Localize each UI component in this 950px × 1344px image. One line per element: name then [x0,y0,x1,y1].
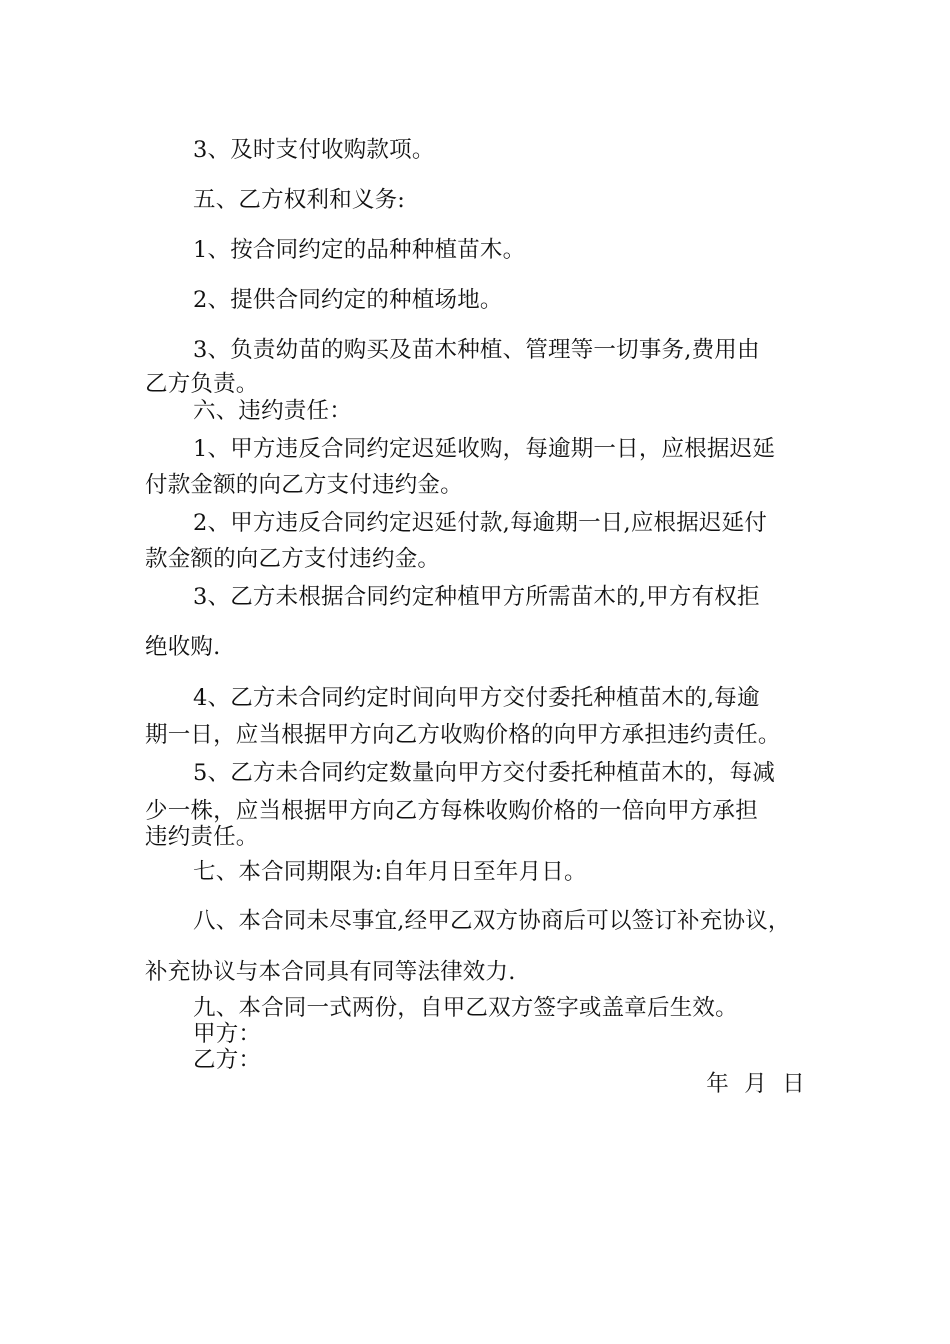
party-a-signature-label: 甲方： [193,1021,262,1047]
clause-c-3-line-1: 3、乙方未根据合同约定种植甲方所需苗木的,甲方有权拒 [193,584,760,610]
clause-c-5-line-1: 5、乙方未合同约定数量向甲方交付委托种植苗木的，每减 [193,760,776,786]
party-b-signature-label: 乙方： [193,1047,262,1073]
clause-c-2-line-2: 款金额的向乙方支付违约金。 [145,546,441,572]
section-8-line-1: 八、本合同未尽事宜,经甲乙双方协商后可以签订补充协议， [193,908,791,934]
clause-b-3-line-1: 3、负责幼苗的购买及苗木种植、管理等一切事务,费用由 [193,337,760,363]
section-9: 九、本合同一式两份，自甲乙双方签字或盖章后生效。 [193,995,738,1021]
section-5-heading: 五、乙方权利和义务: [193,187,406,213]
clause-c-2-line-1: 2、甲方违反合同约定迟延付款,每逾期一日,应根据迟延付 [193,510,768,536]
clause-b-2: 2、提供合同约定的种植场地。 [193,287,503,313]
clause-b-1: 1、按合同约定的品种种植苗木。 [193,237,526,263]
section-6-heading: 六、违约责任： [193,398,352,424]
section-7: 七、本合同期限为:自年月日至年月日。 [193,859,587,885]
clause-c-4-line-2: 期一日，应当根据甲方向乙方收购价格的向甲方承担违约责任。 [145,722,781,748]
clause-c-5-line-2: 少一株，应当根据甲方向乙方每株收购价格的一倍向甲方承担 [145,798,758,824]
clause-c-3-line-2: 绝收购. [145,634,221,660]
clause-c-1-line-1: 1、甲方违反合同约定迟延收购，每逾期一日，应根据迟延 [193,436,776,462]
clause-c-4-line-1: 4、乙方未合同约定时间向甲方交付委托种植苗木的,每逾 [193,685,760,711]
section-8-line-2: 补充协议与本合同具有同等法律效力. [145,959,516,985]
clause-c-1-line-2: 付款金额的向乙方支付违约金。 [145,472,463,498]
clause-c-5-line-3: 违约责任。 [145,824,259,850]
clause-b-3-line-2: 乙方负责。 [145,371,259,397]
clause-5-3: 3、及时支付收购款项。 [193,137,435,163]
signing-date: 年 月 日 [706,1071,805,1097]
